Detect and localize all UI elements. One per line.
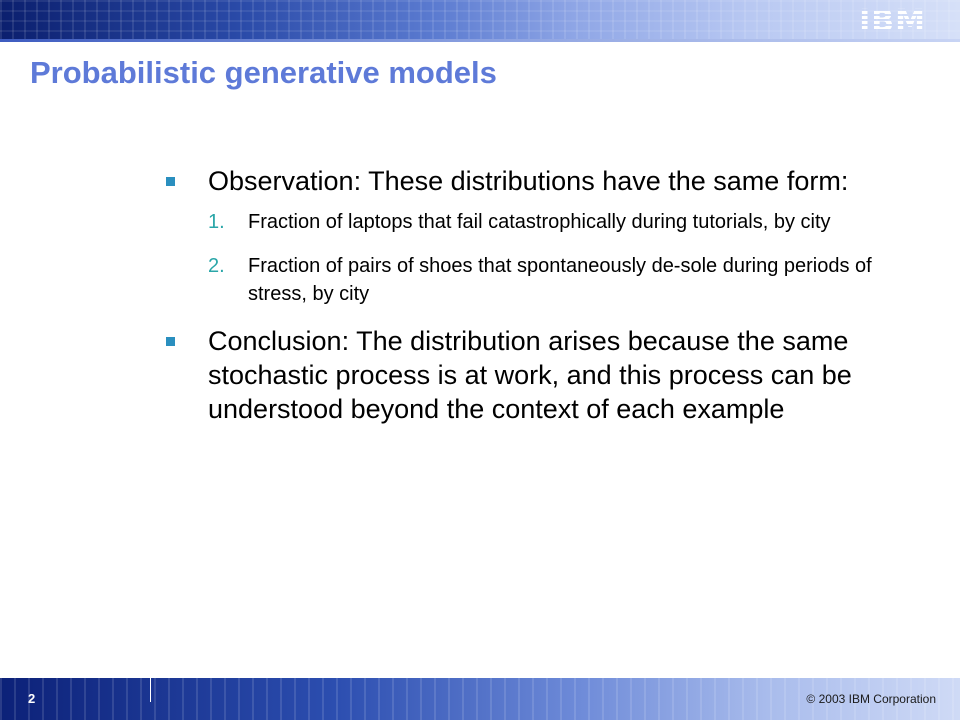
- numbered-list: [208, 208, 904, 308]
- list-item: [208, 252, 904, 308]
- list-item-text: Fraction of pairs of shoes that spontaneously de-sole during periods of stress, by city: [248, 255, 872, 305]
- copyright-text: © 2003 IBM Corporation: [806, 692, 936, 706]
- ibm-logo: IBM: [859, 4, 926, 39]
- list-item-number: 2.: [208, 255, 225, 277]
- list-item-number: 1.: [208, 211, 225, 233]
- slide-title: Probabilistic generative models: [30, 55, 497, 90]
- bullet-conclusion: [164, 324, 904, 426]
- header-banner: [0, 0, 960, 42]
- footer-banner: [0, 678, 960, 720]
- slide-content: [164, 164, 904, 426]
- list-item-text: Fraction of laptops that fail catastrophically during tutorials, by city: [248, 211, 831, 233]
- list-item: [208, 208, 904, 236]
- footer-divider: [150, 678, 151, 702]
- bullet-text: Observation: These distributions have the same form:: [208, 166, 849, 196]
- bullet-text: Conclusion: The distribution arises because the same stochastic process is at work, and this process can be understood beyond the context of each example: [208, 326, 852, 424]
- page-number: 2: [28, 691, 36, 706]
- square-bullet-icon: [166, 337, 175, 346]
- square-bullet-icon: [166, 177, 175, 186]
- bullet-observation: [164, 164, 904, 198]
